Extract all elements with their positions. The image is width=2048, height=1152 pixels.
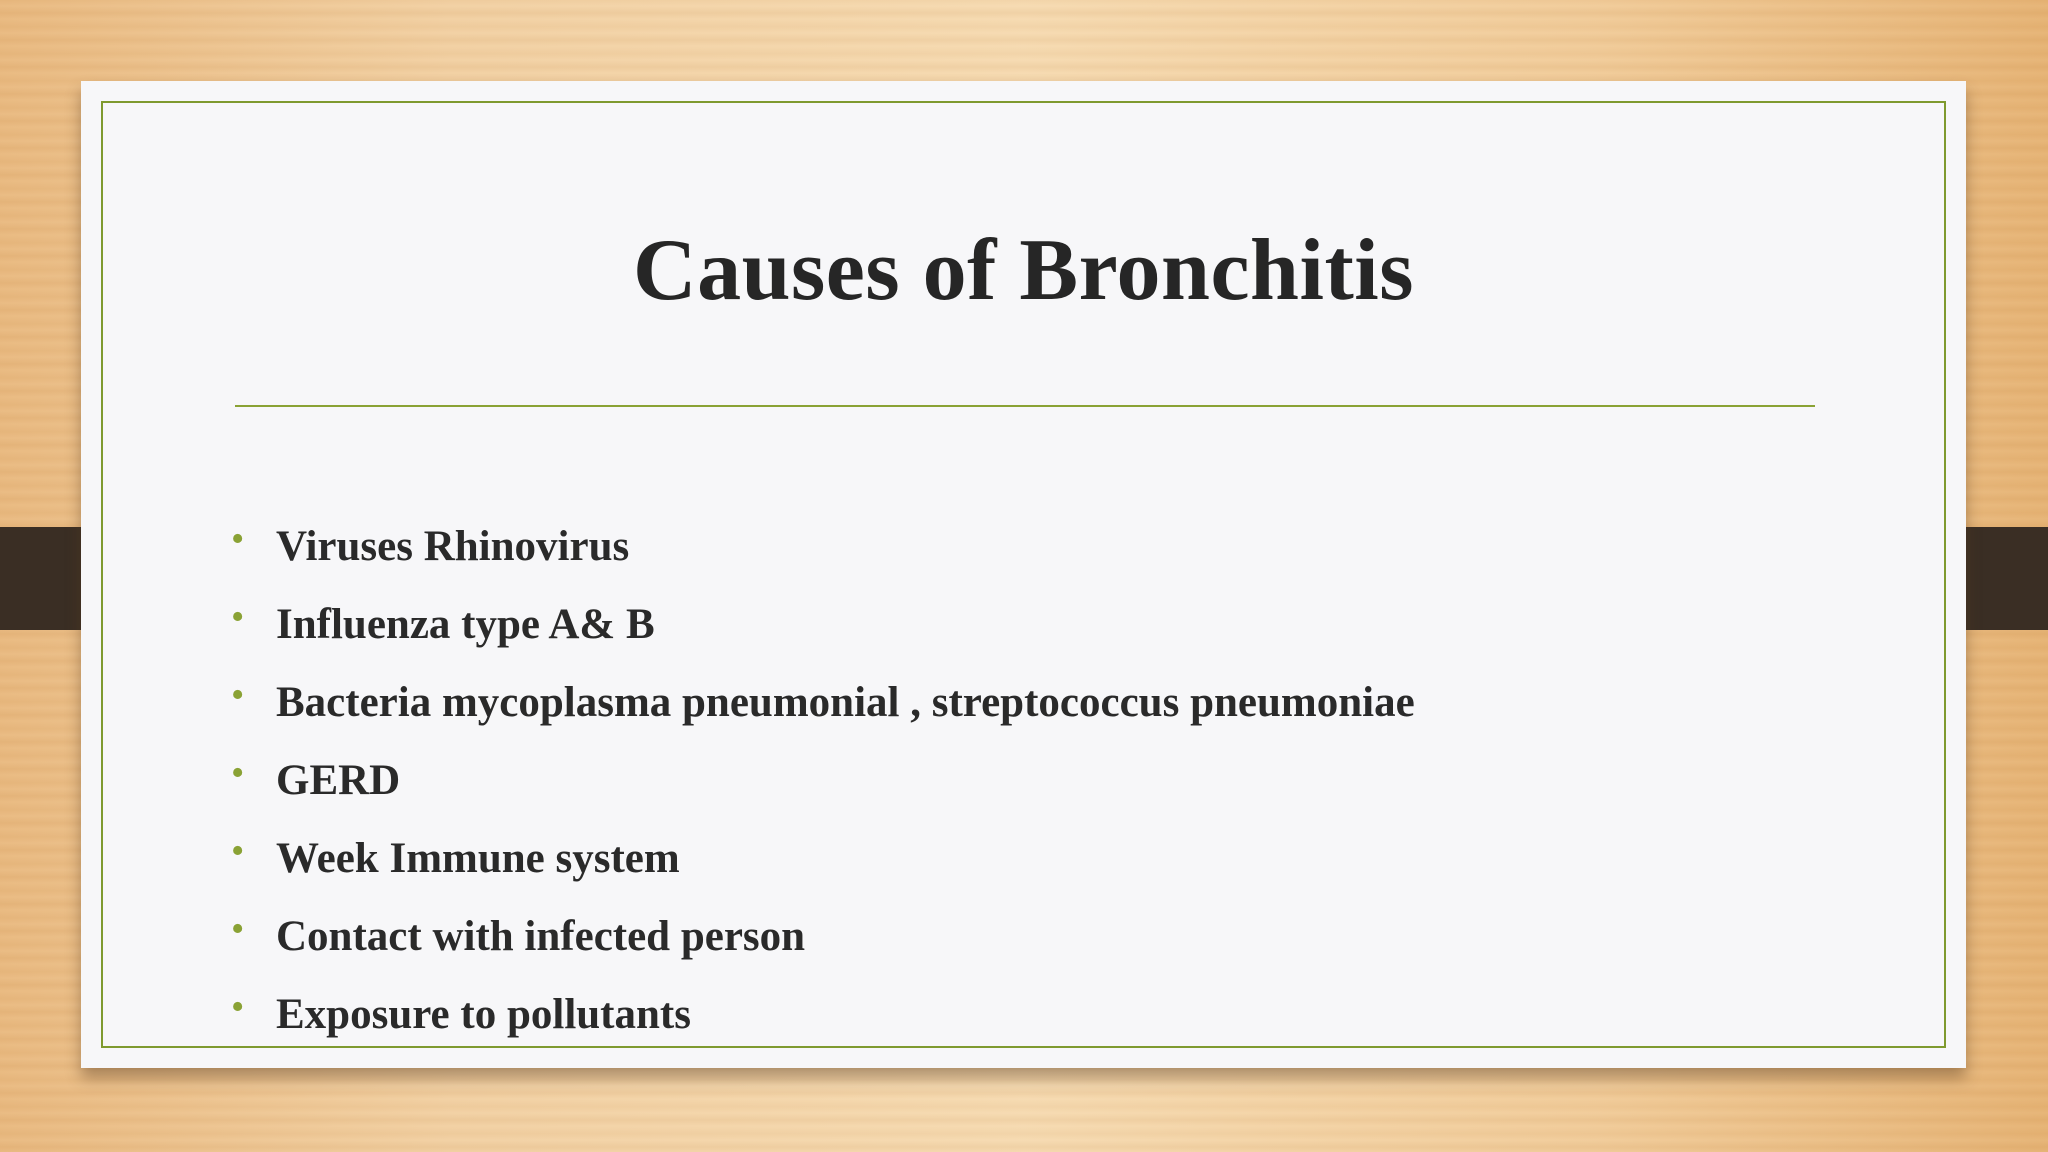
bullet-icon: • <box>231 518 245 560</box>
bullet-icon: • <box>231 830 245 872</box>
bullet-item <box>231 507 1415 585</box>
bullet-text: GERD <box>276 756 401 804</box>
bullet-item <box>231 741 1415 819</box>
bullet-item <box>231 585 1415 663</box>
bullet-item <box>231 663 1415 741</box>
bullet-list <box>231 507 1415 1053</box>
bullet-item <box>231 819 1415 897</box>
bullet-text: Week Immune system <box>276 834 680 882</box>
bullet-text: Exposure to pollutants <box>276 990 691 1038</box>
bullet-icon: • <box>231 596 245 638</box>
bullet-item <box>231 975 1415 1053</box>
bullet-icon: • <box>231 674 245 716</box>
bullet-icon: • <box>231 752 245 794</box>
bullet-text: Influenza type A& B <box>276 600 655 648</box>
slide-title: Causes of Bronchitis <box>633 222 1414 319</box>
title-divider <box>235 405 1815 407</box>
bullet-text: Bacteria mycoplasma pneumonial , streptococcus pneumoniae <box>276 678 1415 726</box>
bullet-icon: • <box>231 986 245 1028</box>
bullet-text: Contact with infected person <box>276 912 806 960</box>
slide-paper <box>81 81 1966 1068</box>
bullet-text: Viruses Rhinovirus <box>276 522 630 570</box>
bullet-icon: • <box>231 908 245 950</box>
bullet-item <box>231 897 1415 975</box>
